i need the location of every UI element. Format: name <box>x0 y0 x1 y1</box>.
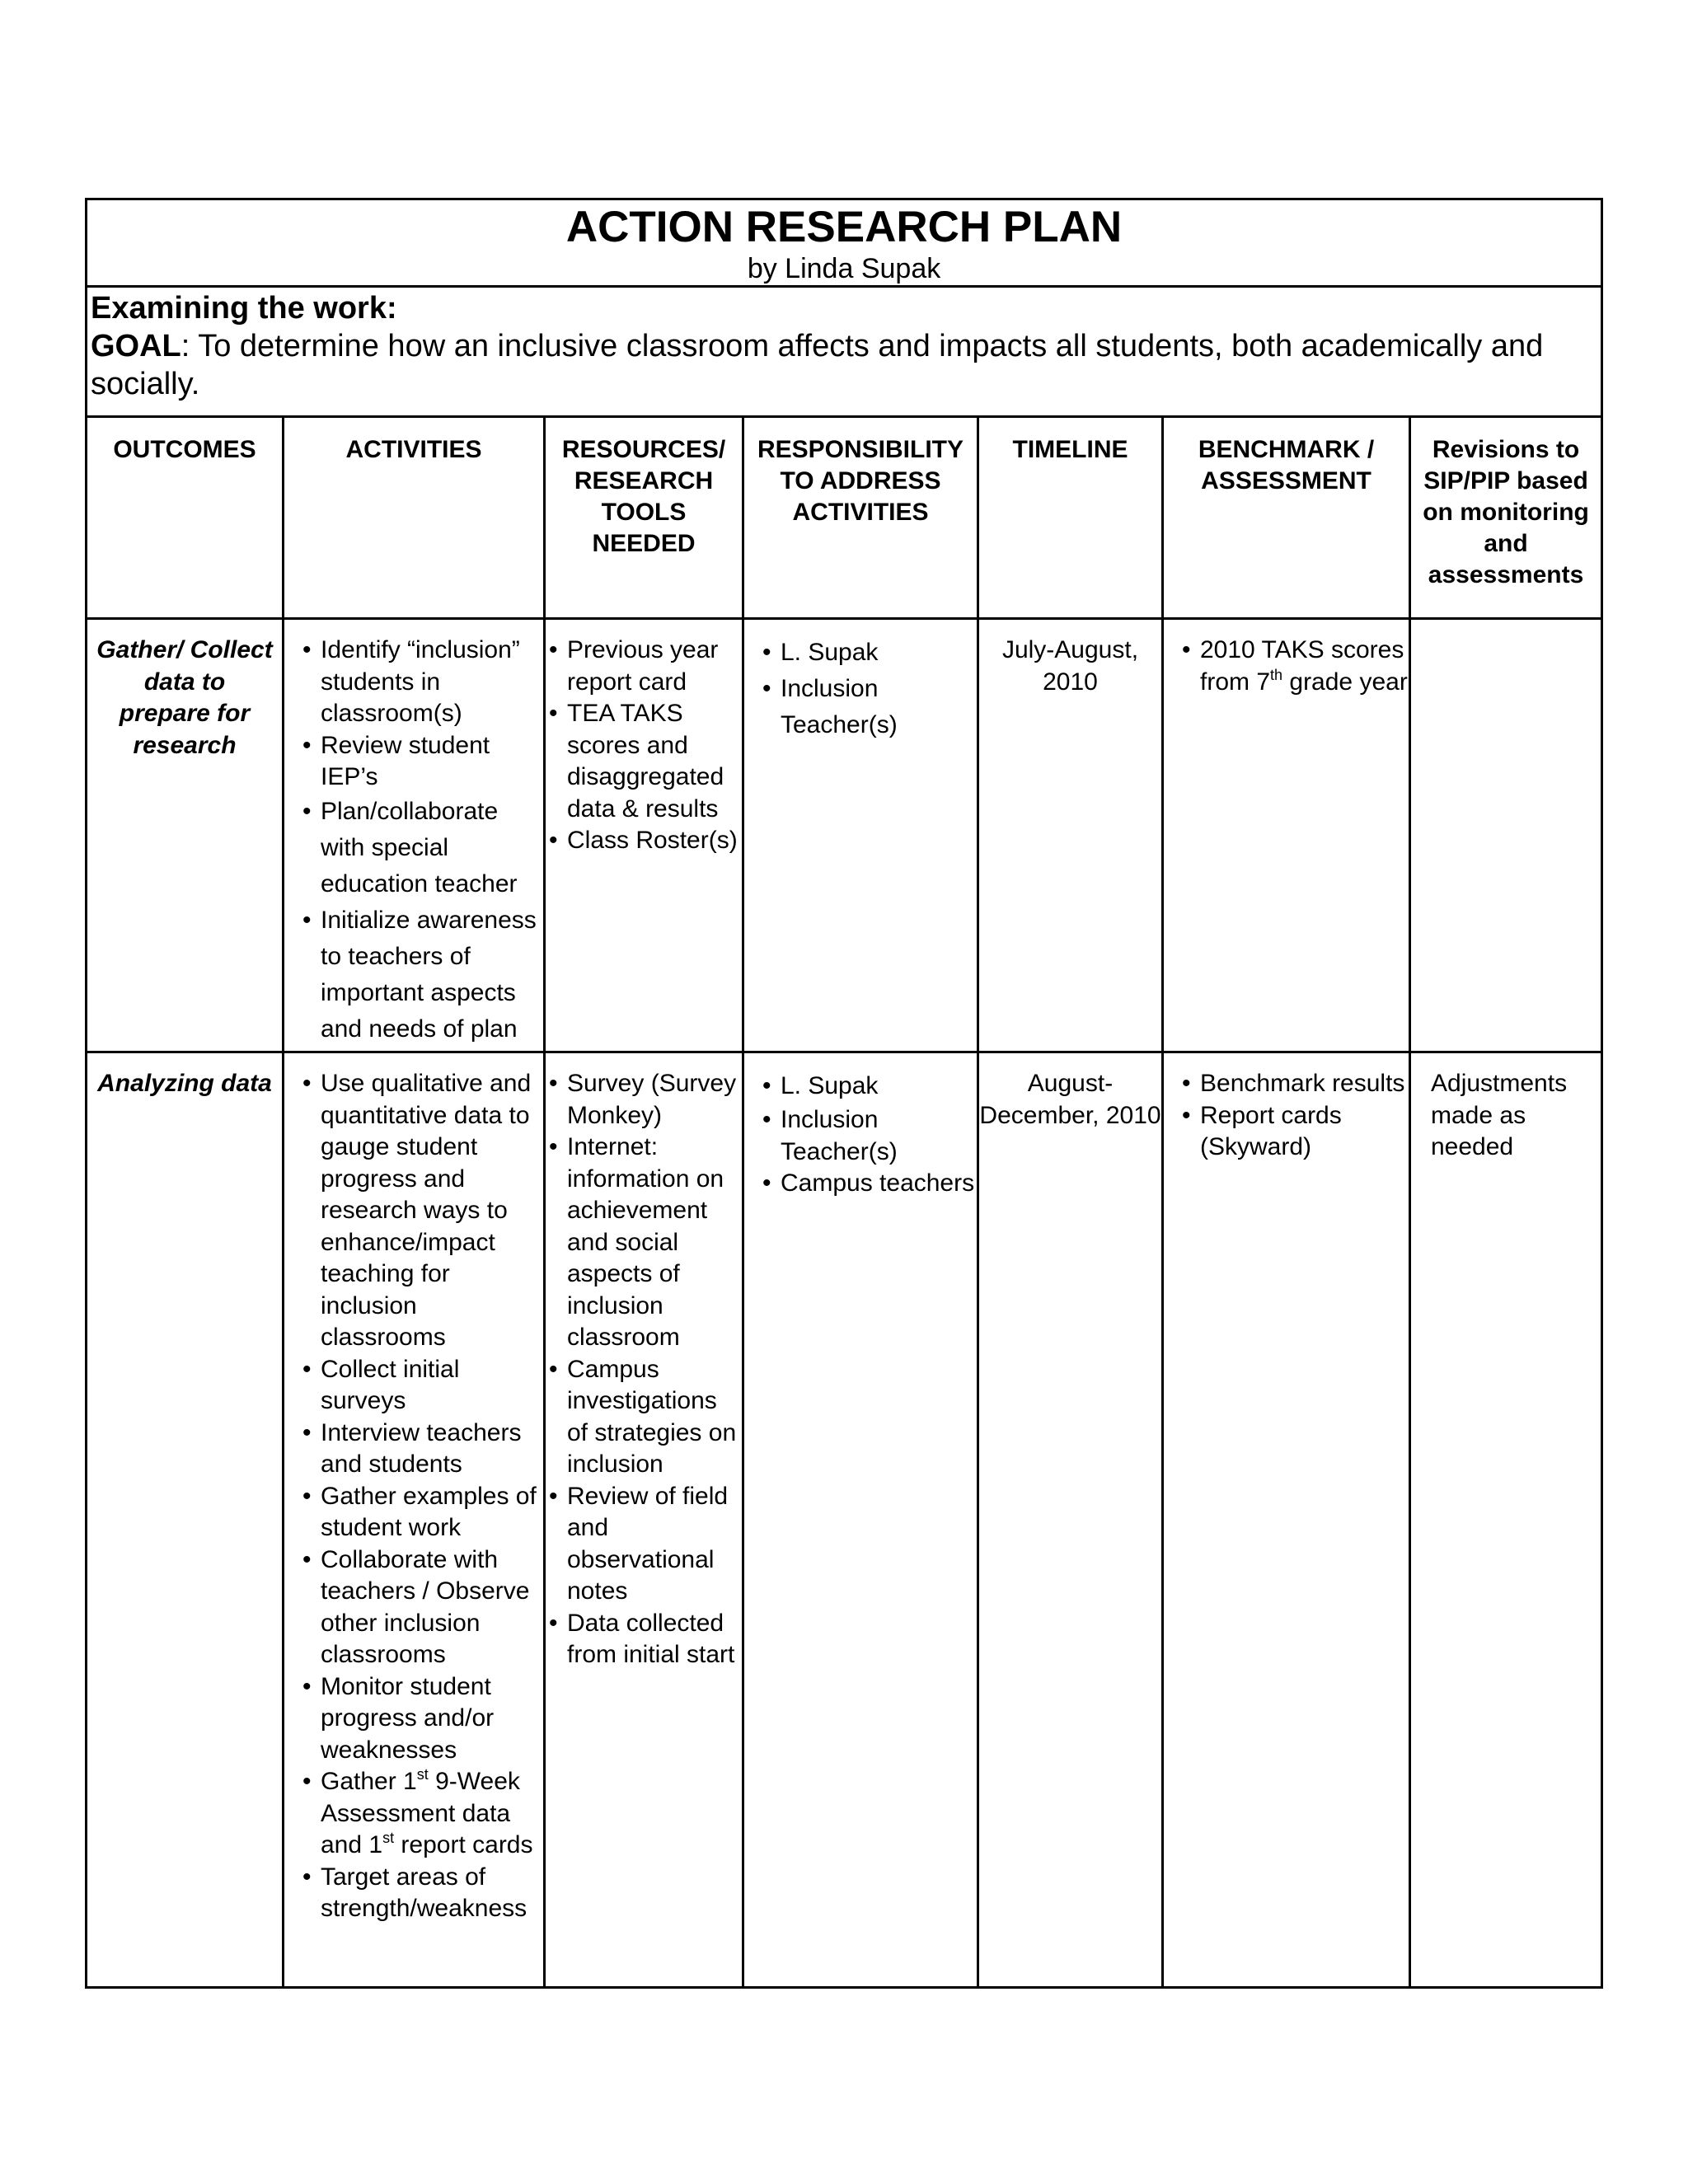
benchmark-cell <box>1163 1052 1410 1988</box>
list-item: • Identify “inclusion” students in classroom(s) <box>296 635 538 730</box>
list-item: • Initialize awareness to teachers of important aspects and needs of plan <box>296 902 538 1047</box>
list-item: • L. Supak <box>756 635 977 671</box>
header-timeline: TIMELINE <box>978 417 1163 619</box>
list-item: • TEA TAKS scores and disaggregated data & results <box>547 698 738 825</box>
timeline-cell: August- December, 2010 <box>978 1052 1163 1988</box>
list-item: • Collect initial surveys <box>296 1354 538 1418</box>
resources-cell <box>545 619 743 1052</box>
list-item: • Gather examples of student work <box>296 1481 538 1544</box>
header-revisions: Revisions to SIP/PIP based on monitoring and assessments <box>1410 417 1602 619</box>
header-benchmark: BENCHMARK / ASSESSMENT <box>1163 417 1410 619</box>
action-research-plan-table <box>85 198 1603 1989</box>
header-activities: ACTIVITIES <box>284 417 545 619</box>
revisions-cell: Adjustments made as needed <box>1410 1052 1602 1988</box>
header-responsibility: RESPONSIBILITY TO ADDRESS ACTIVITIES <box>743 417 978 619</box>
list-item: • Internet: information on achievement and social aspects of inclusion classroom <box>547 1132 738 1354</box>
goal-text: : To determine how an inclusive classroom affects and impacts all students, both academically and socially. <box>91 329 1544 401</box>
list-item: • Inclusion Teacher(s) <box>756 1104 977 1168</box>
column-header-row <box>87 417 1602 619</box>
title-cell <box>87 199 1602 287</box>
benchmark-list <box>1175 635 1409 698</box>
responsibility-cell <box>743 619 978 1052</box>
activities-list <box>296 794 538 1047</box>
activities-cell <box>284 619 545 1052</box>
activities-list <box>296 1068 538 1925</box>
list-item: • Campus investigations of strategies on inclusion <box>547 1354 738 1481</box>
revisions-cell <box>1410 619 1602 1052</box>
responsibility-list <box>756 635 977 743</box>
list-item: • Campus teachers <box>756 1168 977 1200</box>
resources-cell <box>545 1052 743 1988</box>
table-row <box>87 1052 1602 1988</box>
list-item: • Benchmark results <box>1175 1068 1409 1100</box>
list-item: • Data collected from initial start <box>547 1608 738 1671</box>
document-title: ACTION RESEARCH PLAN <box>565 203 1123 251</box>
responsibility-cell <box>743 1052 978 1988</box>
list-item: • Review student IEP’s <box>296 730 538 794</box>
list-item: • Interview teachers and students <box>296 1418 538 1481</box>
list-item: • Plan/collaborate with special education teacher <box>296 794 538 902</box>
outcome-cell: Analyzing data <box>87 1052 284 1988</box>
list-item: • Inclusion Teacher(s) <box>756 671 977 743</box>
list-item: • Gather 1st 9-Week Assessment data and 1st report cards <box>296 1766 538 1862</box>
goal-statement <box>91 327 1597 403</box>
list-item: • Survey (Survey Monkey) <box>547 1068 738 1132</box>
list-item: • Previous year report card <box>547 635 738 698</box>
list-item: • Review of field and observational notes <box>547 1481 738 1608</box>
activities-list <box>296 635 538 794</box>
timeline-cell: July-August, 2010 <box>978 619 1163 1052</box>
list-item: • Collaborate with teachers / Observe other inclusion classrooms <box>296 1544 538 1671</box>
benchmark-cell <box>1163 619 1410 1052</box>
resources-list <box>547 1068 738 1671</box>
document-byline: by Linda Supak <box>747 253 941 284</box>
benchmark-list <box>1175 1068 1409 1164</box>
table-row <box>87 619 1602 1052</box>
list-item: • Use qualitative and quantitative data to gauge student progress and research ways to enhance/impact teaching for inclusion classrooms <box>296 1068 538 1354</box>
list-item: • L. Supak <box>756 1068 977 1104</box>
list-item: • Report cards (Skyward) <box>1175 1100 1409 1164</box>
list-item: • 2010 TAKS scores from 7th grade year <box>1175 635 1409 698</box>
list-item: • Monitor student progress and/or weaknesses <box>296 1671 538 1767</box>
list-item: • Target areas of strength/weakness <box>296 1862 538 1925</box>
goal-label: GOAL <box>91 329 181 363</box>
goal-cell <box>87 287 1602 417</box>
resources-list <box>547 635 738 857</box>
outcome-cell: Gather/ Collect data to prepare for research <box>87 619 284 1052</box>
section-heading: Examining the work: <box>91 291 397 326</box>
header-outcomes: OUTCOMES <box>87 417 284 619</box>
list-item: • Class Roster(s) <box>547 825 738 857</box>
header-resources: RESOURCES/ RESEARCH TOOLS NEEDED <box>545 417 743 619</box>
activities-cell <box>284 1052 545 1988</box>
responsibility-list <box>756 1068 977 1200</box>
